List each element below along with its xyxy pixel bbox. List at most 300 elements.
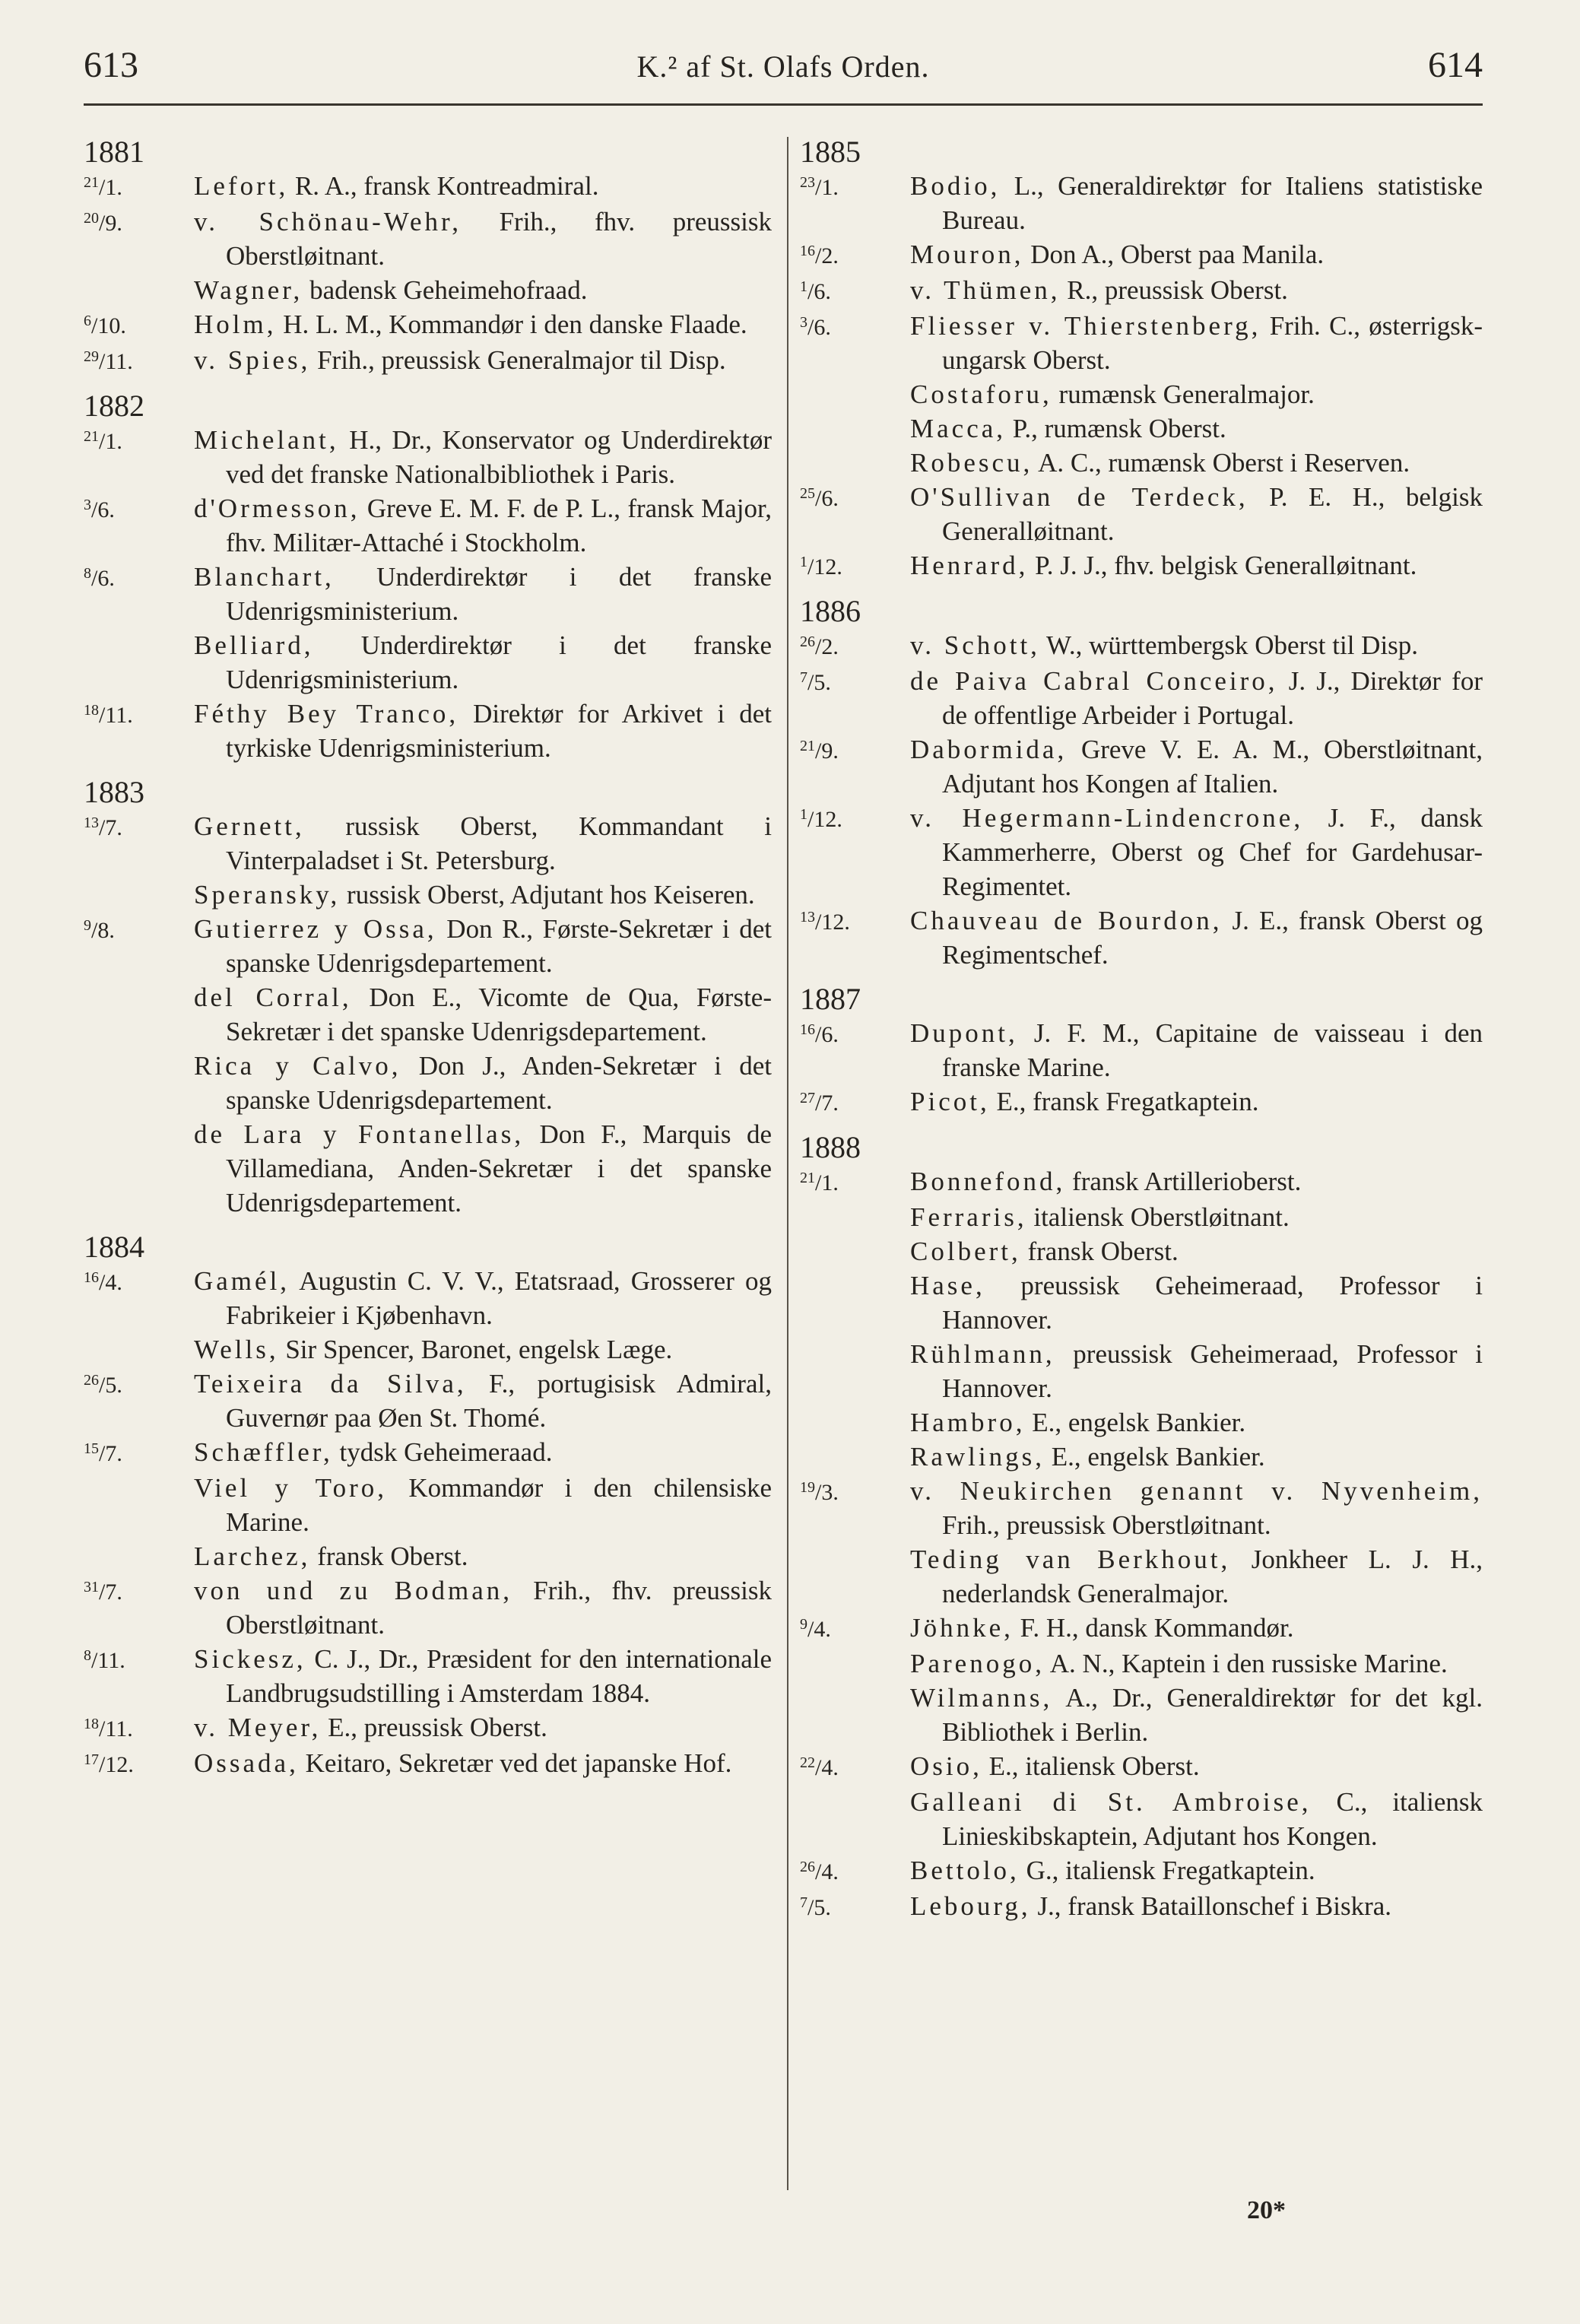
running-title: K.² af St. Olafs Orden.: [636, 49, 930, 84]
person-description: F. H., dansk Kommandør.: [1013, 1613, 1294, 1643]
entry-text: [194, 1049, 772, 1117]
entry-date: $^8$/6.: [84, 565, 115, 591]
entry-row: [800, 1337, 1483, 1405]
person-description: Kommandør i den chilensiske Marine.: [226, 1473, 772, 1537]
entry-text: [194, 1746, 772, 1780]
date-day: 18: [84, 1716, 99, 1732]
entry-date: $^6$/10.: [84, 313, 126, 338]
entry-row: [800, 169, 1483, 237]
person-description: Underdirektør i det franske Udenrigsministerium.: [226, 630, 772, 694]
entry-text: [910, 1853, 1483, 1887]
entry-text: [194, 1471, 772, 1539]
entry-date: $^{26}$/5.: [84, 1372, 122, 1398]
entry-row: [84, 273, 772, 307]
header-rule: [84, 103, 1483, 106]
person-name: Robescu,: [910, 448, 1033, 478]
date-day: 8: [84, 565, 91, 582]
date-month: 7.: [105, 1579, 122, 1605]
entry-text: [910, 169, 1483, 237]
entry-row: [84, 560, 772, 628]
entry-text: [194, 491, 772, 560]
entry-text: [194, 343, 772, 377]
person-name: Viel y Toro,: [194, 1473, 388, 1503]
date-day: 26: [800, 633, 815, 650]
date-day: 21: [84, 428, 99, 445]
person-name: Wagner,: [194, 275, 303, 305]
entry-text: [194, 1573, 772, 1642]
entry-date: $^{13}$/7.: [84, 814, 122, 840]
date-month: 9.: [105, 211, 122, 236]
entry-date: [800, 411, 910, 413]
person-name: von und zu Bodman,: [194, 1576, 513, 1605]
entry-date: [800, 1337, 910, 1338]
entry-text: [910, 411, 1483, 446]
entry-date: $^{25}$/6.: [800, 485, 839, 511]
person-name: Mouron,: [910, 240, 1024, 269]
entry-date: $^{26}$/4.: [800, 1859, 839, 1884]
person-name: Bodio,: [910, 171, 1001, 201]
page-number-left: 613: [84, 45, 138, 85]
person-name: Holm,: [194, 310, 277, 339]
entry-date: $^1$/12.: [800, 554, 842, 579]
person-description: fransk Oberst.: [310, 1541, 468, 1571]
date-month: 6.: [814, 279, 831, 304]
entry-text: [194, 1642, 772, 1710]
person-description: P., rumænsk Oberst.: [1006, 414, 1226, 443]
date-day: 27: [800, 1090, 815, 1106]
entry-row: [84, 628, 772, 697]
date-day: 19: [800, 1479, 815, 1496]
person-name: Wilmanns,: [910, 1683, 1053, 1713]
date-day: 26: [84, 1372, 99, 1389]
entry-date: $^8$/11.: [84, 1647, 125, 1673]
entry-text: [910, 1749, 1483, 1783]
entry-text: [910, 1084, 1483, 1119]
date-day: 31: [84, 1579, 99, 1595]
entry-row: [84, 1642, 772, 1710]
entry-row: [800, 1200, 1483, 1234]
entry-date: $^7$/5.: [800, 1894, 831, 1920]
entry-text: [910, 1405, 1483, 1440]
person-description: R., preussisk Oberst.: [1060, 275, 1288, 305]
date-month: 4.: [821, 1859, 839, 1884]
entry-row: [84, 1746, 772, 1782]
person-description: J. F., dansk Kammerherre, Oberst og Chef for Gardehusar-Regimentet.: [942, 803, 1483, 901]
date-day: 6: [84, 313, 91, 329]
entry-row: [800, 1164, 1483, 1200]
entry-row: [800, 377, 1483, 411]
date-month: 5.: [105, 1373, 122, 1398]
entry-row: [800, 273, 1483, 309]
entry-date: [800, 1268, 910, 1270]
date-month: 11.: [105, 349, 133, 374]
entry-text: [910, 801, 1483, 903]
entry-date: $^3$/6.: [84, 497, 115, 522]
entry-date: [800, 446, 910, 447]
person-description: rumænsk Generalmajor.: [1052, 379, 1315, 409]
person-name: Larchez,: [194, 1541, 311, 1571]
person-description: A., Dr., Generaldirektør for det kgl. Bibliothek i Berlin.: [942, 1683, 1483, 1747]
person-description: Frih. C., østerrigsk-ungarsk Oberst.: [942, 311, 1483, 375]
person-name: Parenogo,: [910, 1649, 1045, 1678]
person-description: Underdirektør i det franske Udenrigsministerium.: [226, 562, 772, 626]
date-day: 16: [800, 243, 815, 259]
entry-text: [194, 912, 772, 980]
entry-date: [800, 1646, 910, 1648]
person-description: Sir Spencer, Baronet, engelsk Læge.: [278, 1335, 673, 1364]
entry-date: $^3$/6.: [800, 314, 831, 340]
entry-text: [194, 560, 772, 628]
date-day: 16: [800, 1021, 815, 1038]
entry-text: [194, 809, 772, 878]
entry-date: $^{18}$/11.: [84, 1716, 133, 1741]
entry-text: [910, 1200, 1483, 1234]
date-day: 21: [800, 738, 815, 754]
entry-text: [910, 1542, 1483, 1611]
person-description: E., preussisk Oberst.: [321, 1713, 547, 1742]
date-month: 1.: [821, 175, 839, 200]
entry-date: $^{13}$/12.: [800, 909, 850, 935]
entry-date: $^{16}$/4.: [84, 1269, 122, 1295]
person-name: Belliard,: [194, 630, 314, 660]
person-description: E., engelsk Bankier.: [1044, 1442, 1265, 1472]
entry-text: [910, 480, 1483, 548]
date-day: 29: [84, 348, 99, 365]
person-name: v. Spies,: [194, 345, 311, 375]
entry-text: [194, 273, 772, 307]
person-name: Blanchart,: [194, 562, 335, 592]
person-description: Don J., Anden-Sekretær i det spanske Udenrigsdepartement.: [226, 1051, 773, 1115]
entry-row: [84, 809, 772, 878]
person-name: v. Schott,: [910, 630, 1040, 660]
entry-date: $^{16}$/2.: [800, 243, 839, 268]
person-description: A. C., rumænsk Oberst i Reserven.: [1033, 448, 1410, 478]
date-month: 6.: [821, 1022, 839, 1047]
entry-date: [84, 1471, 194, 1472]
entry-text: [910, 377, 1483, 411]
entry-text: [910, 1681, 1483, 1749]
date-month: 10.: [97, 313, 126, 338]
entry-date: $^9$/8.: [84, 917, 115, 943]
entry-text: [910, 1337, 1483, 1405]
person-name: v. Neukirchen genannt v. Nyvenheim,: [910, 1476, 1483, 1506]
person-description: Frih., preussisk Oberstløitnant.: [942, 1510, 1271, 1540]
person-name: d'Ormesson,: [194, 494, 360, 523]
person-description: Don R., Første-Sekretær i det spanske Udenrigsdepartement.: [226, 914, 772, 978]
entry-row: [84, 307, 772, 343]
date-day: 8: [84, 1647, 91, 1664]
person-name: Sickesz,: [194, 1644, 306, 1674]
person-name: Jöhnke,: [910, 1613, 1014, 1643]
date-month: 12.: [821, 910, 850, 935]
person-name: Bonnefond,: [910, 1167, 1066, 1196]
date-month: 4.: [821, 1755, 839, 1780]
person-name: v. Hegermann-Lindencrone,: [910, 803, 1304, 833]
date-month: 2.: [821, 634, 839, 659]
person-description: preussisk Geheimeraad, Professor i Hannover.: [942, 1339, 1483, 1403]
entry-row: [84, 1539, 772, 1573]
entry-row: [84, 980, 772, 1049]
entry-date: $^{29}$/11.: [84, 348, 133, 374]
person-name: v. Thümen,: [910, 275, 1061, 305]
person-name: Wells,: [194, 1335, 279, 1364]
year-heading: 1883: [84, 775, 144, 809]
person-description: tydsk Geheimeraad.: [332, 1437, 553, 1467]
entry-text: [910, 1646, 1483, 1681]
person-description: Keitaro, Sekretær ved det japanske Hof.: [298, 1748, 732, 1778]
entry-text: [194, 205, 772, 273]
entry-row: [800, 732, 1483, 801]
person-description: J. E., fransk Oberst og Regimentschef.: [942, 906, 1483, 970]
person-description: Direktør for Arkivet i det tyrkiske Udenrigsministerium.: [226, 699, 772, 763]
entry-date: $^{21}$/9.: [800, 738, 839, 764]
date-month: 12.: [105, 1752, 134, 1777]
person-name: del Corral,: [194, 983, 352, 1012]
signature-mark: 20*: [1247, 2196, 1286, 2224]
column-divider: [787, 137, 788, 2190]
date-month: 8.: [97, 918, 115, 943]
date-day: 1: [800, 278, 807, 295]
entry-row: [84, 169, 772, 205]
person-name: Bettolo,: [910, 1856, 1020, 1885]
entry-text: [194, 169, 772, 203]
person-name: Ossada,: [194, 1748, 299, 1778]
entry-row: [800, 480, 1483, 548]
entry-row: [800, 548, 1483, 584]
person-description: russisk Oberst, Kommandant i Vinterpaladset i St. Petersburg.: [226, 811, 772, 875]
date-day: 3: [800, 314, 807, 331]
person-description: Augustin C. V. V., Etatsraad, Grosserer og Fabrikeier i Kjøbenhavn.: [226, 1266, 772, 1330]
date-month: 4.: [105, 1270, 122, 1295]
date-day: 21: [84, 174, 99, 191]
person-name: de Paiva Cabral Conceiro,: [910, 666, 1278, 696]
entry-row: [800, 1853, 1483, 1889]
entry-row: [800, 1749, 1483, 1785]
person-description: Don A., Oberst paa Manila.: [1023, 240, 1325, 269]
entry-row: [84, 878, 772, 912]
person-name: Picot,: [910, 1087, 990, 1116]
entry-text: [194, 1117, 772, 1220]
person-description: E., fransk Fregatkaptein.: [989, 1087, 1259, 1116]
person-name: Rühlmann,: [910, 1339, 1055, 1369]
date-day: 25: [800, 485, 815, 502]
person-name: Hase,: [910, 1271, 985, 1300]
entry-date: $^7$/5.: [800, 669, 831, 695]
person-description: fransk Artillerioberst.: [1065, 1167, 1302, 1196]
entry-row: [800, 1646, 1483, 1681]
date-month: 6.: [97, 566, 115, 591]
entry-text: [910, 1268, 1483, 1337]
entry-date: $^{27}$/7.: [800, 1090, 839, 1116]
date-day: 13: [84, 814, 99, 831]
entry-text: [194, 980, 772, 1049]
person-name: Ferraris,: [910, 1202, 1027, 1232]
date-day: 23: [800, 174, 815, 191]
page-number-right: 614: [1428, 45, 1483, 85]
entry-text: [194, 878, 772, 912]
date-month: 7.: [105, 1441, 122, 1466]
person-description: L., Generaldirektør for Italiens statistiske Bureau.: [942, 171, 1483, 235]
date-month: 6.: [821, 486, 839, 511]
entry-date: [84, 1539, 194, 1541]
person-name: Teding van Berkhout,: [910, 1545, 1231, 1574]
entry-row: [800, 1681, 1483, 1749]
entry-text: [910, 548, 1483, 583]
entry-row: [800, 309, 1483, 377]
entry-row: [84, 1049, 772, 1117]
entry-text: [194, 1264, 772, 1332]
person-name: Lebourg,: [910, 1891, 1031, 1921]
date-month: 5.: [814, 670, 831, 695]
entry-text: [194, 307, 772, 341]
entry-text: [910, 628, 1483, 662]
entry-row: [800, 903, 1483, 972]
entry-row: [800, 1440, 1483, 1474]
entry-text: [910, 1440, 1483, 1474]
entry-date: [84, 628, 194, 630]
entry-date: $^{22}$/4.: [800, 1754, 839, 1780]
person-name: Rawlings,: [910, 1442, 1045, 1472]
entry-date: $^1$/12.: [800, 806, 842, 832]
entry-date: $^{23}$/1.: [800, 174, 839, 200]
person-description: Frih., fhv. preussisk Oberstløitnant.: [226, 1576, 772, 1640]
person-name: Gamél,: [194, 1266, 290, 1296]
date-month: 1.: [105, 175, 122, 200]
year-heading: 1884: [84, 1230, 144, 1264]
entry-date: $^{21}$/1.: [84, 428, 122, 454]
entry-text: [910, 1164, 1483, 1199]
person-name: Lefort,: [194, 171, 289, 201]
entry-row: [84, 1573, 772, 1642]
entry-text: [194, 1332, 772, 1367]
person-description: Greve E. M. F. de P. L., fransk Major, fhv. Militær-Attaché i Stockholm.: [226, 494, 772, 557]
person-description: Frih., fhv. preussisk Oberstløitnant.: [226, 207, 772, 271]
person-description: A. N., Kaptein i den russiske Marine.: [1044, 1649, 1448, 1678]
person-name: Fliesser v. Thierstenberg,: [910, 311, 1261, 341]
entry-row: [84, 205, 772, 273]
entry-row: [84, 343, 772, 379]
entry-row: [84, 491, 772, 560]
year-heading: 1881: [84, 135, 144, 169]
entry-row: [84, 697, 772, 765]
person-name: Macca,: [910, 414, 1007, 443]
person-description: F., portugisisk Admiral, Guvernør paa Øen St. Thomé.: [226, 1369, 772, 1433]
entry-date: [84, 273, 194, 275]
person-name: Gutierrez y Ossa,: [194, 914, 437, 944]
entry-date: [84, 878, 194, 879]
person-description: H. L. M., Kommandør i den danske Flaade.: [276, 310, 747, 339]
entry-text: [910, 1611, 1483, 1645]
person-description: C., italiensk Linieskibskaptein, Adjutant hos Kongen.: [942, 1787, 1483, 1851]
date-day: 22: [800, 1754, 815, 1771]
entry-row: [84, 912, 772, 980]
right-column: [800, 135, 1483, 1925]
entry-row: [800, 1889, 1483, 1925]
date-month: 7.: [105, 815, 122, 840]
date-day: 1: [800, 554, 807, 570]
year-heading: 1886: [800, 594, 861, 628]
date-month: 12.: [814, 554, 842, 579]
entry-text: [910, 1474, 1483, 1542]
date-day: 21: [800, 1170, 815, 1186]
date-day: 3: [84, 497, 91, 513]
entry-date: [84, 980, 194, 982]
entry-text: [194, 628, 772, 697]
entry-text: [194, 1539, 772, 1573]
entry-date: $^1$/6.: [800, 278, 831, 304]
date-month: 6.: [97, 497, 115, 522]
entry-row: [800, 237, 1483, 273]
person-description: P. E. H., belgisk Generalløitnant.: [942, 482, 1483, 546]
date-month: 1.: [105, 429, 122, 454]
person-description: Don E., Vicomte de Qua, Første-Sekretær i det spanske Udenrigsdepartement.: [226, 983, 772, 1046]
date-day: 7: [800, 669, 807, 686]
entry-row: [84, 1117, 772, 1220]
entry-text: [910, 732, 1483, 801]
entry-row: [84, 1435, 772, 1471]
person-description: fransk Oberst.: [1020, 1237, 1179, 1266]
entry-text: [910, 903, 1483, 972]
entry-row: [800, 1474, 1483, 1542]
person-description: italiensk Oberstløitnant.: [1026, 1202, 1290, 1232]
date-month: 11.: [105, 1716, 133, 1741]
entry-date: [800, 1785, 910, 1786]
entry-date: [800, 1405, 910, 1407]
entry-row: [84, 1264, 772, 1332]
entry-text: [910, 1889, 1483, 1923]
date-day: 9: [800, 1616, 807, 1633]
entry-date: [84, 1117, 194, 1119]
year-heading: 1882: [84, 389, 144, 423]
entry-date: $^{26}$/2.: [800, 633, 839, 659]
entry-date: $^{20}$/9.: [84, 210, 122, 236]
entry-date: $^9$/4.: [800, 1616, 831, 1642]
entry-text: [910, 664, 1483, 732]
entry-text: [194, 423, 772, 491]
entry-row: [84, 1332, 772, 1367]
entry-text: [194, 1435, 772, 1469]
entry-text: [910, 446, 1483, 480]
date-day: 9: [84, 917, 91, 934]
person-description: C. J., Dr., Præsident for den internationale Landbrugsudstilling i Amsterdam 1884.: [226, 1644, 772, 1708]
entry-row: [800, 1542, 1483, 1611]
person-name: Galleani di St. Ambroise,: [910, 1787, 1312, 1817]
page-header: [84, 44, 1483, 97]
entry-text: [194, 697, 772, 765]
year-heading: 1885: [800, 135, 861, 169]
person-name: Chauveau de Bourdon,: [910, 906, 1223, 935]
person-description: Jonkheer L. J. H., nederlandsk Generalmajor.: [942, 1545, 1483, 1608]
entry-text: [910, 309, 1483, 377]
entry-row: [800, 1785, 1483, 1853]
person-description: P. J. J., fhv. belgisk Generalløitnant.: [1028, 551, 1417, 580]
entry-row: [84, 423, 772, 491]
entry-date: $^{15}$/7.: [84, 1440, 122, 1466]
entry-date: [800, 1681, 910, 1682]
entry-row: [84, 1471, 772, 1539]
person-name: Hambro,: [910, 1408, 1026, 1437]
entry-date: [800, 1542, 910, 1544]
person-name: Schæffler,: [194, 1437, 333, 1467]
date-day: 26: [800, 1859, 815, 1875]
date-day: 17: [84, 1751, 99, 1768]
date-month: 11.: [97, 1648, 125, 1673]
person-name: Féthy Bey Tranco,: [194, 699, 459, 729]
person-description: badensk Geheimehofraad.: [303, 275, 588, 305]
entry-date: [800, 1200, 910, 1202]
person-name: Michelant,: [194, 425, 339, 455]
entry-date: $^{21}$/1.: [800, 1170, 839, 1195]
